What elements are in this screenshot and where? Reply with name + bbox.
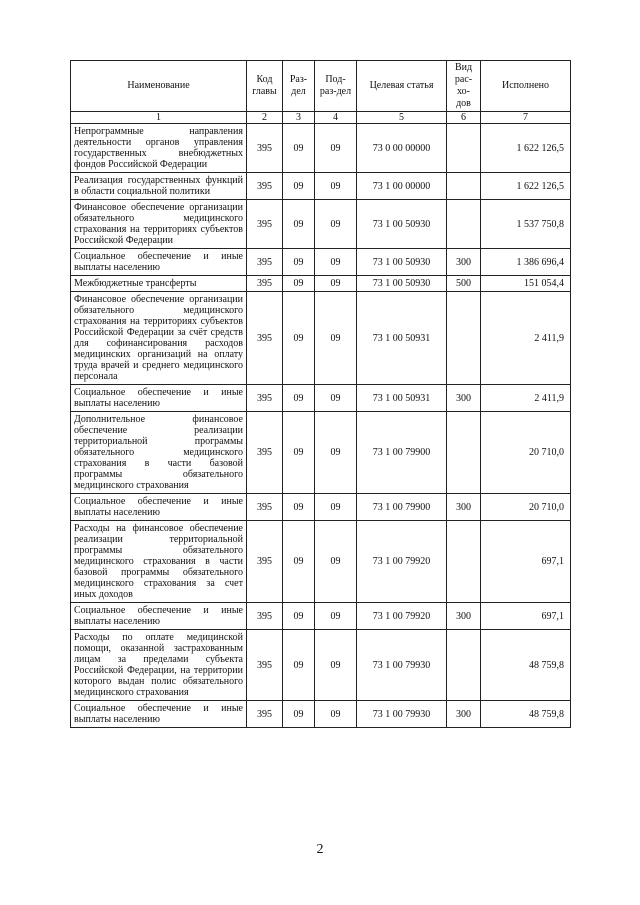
row-section: 09 — [283, 249, 315, 276]
row-value: 48 759,8 — [481, 701, 571, 728]
table-row — [71, 249, 571, 276]
row-name: Финансовое обеспечение организации обязательного медицинского страхования на территориях субъектов Российской Федерации — [71, 200, 247, 249]
row-target: 73 1 00 79920 — [357, 521, 447, 603]
header-target: Целевая статья — [357, 61, 447, 112]
table-row — [71, 292, 571, 385]
row-value: 1 386 696,4 — [481, 249, 571, 276]
row-code: 395 — [247, 200, 283, 249]
row-expense-type: 300 — [447, 385, 481, 412]
row-code: 395 — [247, 173, 283, 200]
row-name: Расходы на финансовое обеспечение реализации территориальной программы обязательного медицинского страхования в части базовой программы обязательного медицинского страхования за счет иных доходов — [71, 521, 247, 603]
column-number: 5 — [357, 112, 447, 124]
row-section: 09 — [283, 173, 315, 200]
row-name: Финансовое обеспечение организации обязательного медицинского страхования на территориях субъектов Российской Федерации за счёт средств для софинансирования расходов медицинских организаций на оплату труда врачей и среднего медицинского персонала — [71, 292, 247, 385]
row-code: 395 — [247, 249, 283, 276]
row-name: Непрограммные направления деятельности органов управления государственных внебюджетных фондов Российской Федерации — [71, 124, 247, 173]
table-body — [71, 124, 571, 728]
row-value: 1 622 126,5 — [481, 173, 571, 200]
row-name: Социальное обеспечение и иные выплаты населению — [71, 494, 247, 521]
row-code: 395 — [247, 276, 283, 292]
table-row — [71, 124, 571, 173]
budget-table-container — [70, 60, 570, 728]
header-type: Вид рас-хо-дов — [447, 61, 481, 112]
row-target: 73 1 00 79920 — [357, 603, 447, 630]
row-code: 395 — [247, 603, 283, 630]
header-code: Код главы — [247, 61, 283, 112]
row-target: 73 1 00 50930 — [357, 249, 447, 276]
row-section: 09 — [283, 200, 315, 249]
row-name: Расходы по оплате медицинской помощи, оказанной застрахованным лицам за пределами субъекта Российской Федерации, на территории которого выдан полис обязательного медицинского страхования — [71, 630, 247, 701]
column-number: 4 — [315, 112, 357, 124]
row-section: 09 — [283, 603, 315, 630]
table-row — [71, 630, 571, 701]
row-expense-type: 300 — [447, 249, 481, 276]
table-row — [71, 521, 571, 603]
row-value: 2 411,9 — [481, 385, 571, 412]
header-subsection: Под-раз-дел — [315, 61, 357, 112]
row-name: Социальное обеспечение и иные выплаты населению — [71, 385, 247, 412]
row-expense-type: 300 — [447, 603, 481, 630]
row-subsection: 09 — [315, 276, 357, 292]
row-subsection: 09 — [315, 630, 357, 701]
row-expense-type: 300 — [447, 701, 481, 728]
row-target: 73 1 00 50931 — [357, 292, 447, 385]
header-value: Исполнено — [481, 61, 571, 112]
row-value: 151 054,4 — [481, 276, 571, 292]
row-name: Дополнительное финансовое обеспечение реализации территориальной программы обязательного медицинского страхования в части базовой программы обязательного медицинского страхования — [71, 412, 247, 494]
row-subsection: 09 — [315, 412, 357, 494]
table-row — [71, 603, 571, 630]
row-value: 20 710,0 — [481, 494, 571, 521]
row-name: Межбюджетные трансферты — [71, 276, 247, 292]
header-name: Наименование — [71, 61, 247, 112]
row-section: 09 — [283, 701, 315, 728]
row-expense-type: 300 — [447, 494, 481, 521]
column-number: 1 — [71, 112, 247, 124]
row-target: 73 1 00 50931 — [357, 385, 447, 412]
column-number: 2 — [247, 112, 283, 124]
row-subsection: 09 — [315, 200, 357, 249]
row-code: 395 — [247, 521, 283, 603]
row-value: 2 411,9 — [481, 292, 571, 385]
row-value: 20 710,0 — [481, 412, 571, 494]
table-row — [71, 276, 571, 292]
row-value: 1 622 126,5 — [481, 124, 571, 173]
row-code: 395 — [247, 385, 283, 412]
row-subsection: 09 — [315, 124, 357, 173]
row-code: 395 — [247, 412, 283, 494]
row-target: 73 1 00 50930 — [357, 200, 447, 249]
row-section: 09 — [283, 276, 315, 292]
column-number: 3 — [283, 112, 315, 124]
row-name: Социальное обеспечение и иные выплаты населению — [71, 603, 247, 630]
row-expense-type: 500 — [447, 276, 481, 292]
row-target: 73 1 00 79930 — [357, 701, 447, 728]
row-value: 1 537 750,8 — [481, 200, 571, 249]
row-code: 395 — [247, 630, 283, 701]
row-value: 48 759,8 — [481, 630, 571, 701]
table-header-row — [71, 61, 571, 112]
budget-table — [70, 60, 571, 728]
row-section: 09 — [283, 630, 315, 701]
row-subsection: 09 — [315, 701, 357, 728]
column-number-row — [71, 112, 571, 124]
row-code: 395 — [247, 494, 283, 521]
header-section: Раз-дел — [283, 61, 315, 112]
row-value: 697,1 — [481, 521, 571, 603]
row-section: 09 — [283, 521, 315, 603]
row-expense-type — [447, 173, 481, 200]
row-value: 697,1 — [481, 603, 571, 630]
row-code: 395 — [247, 701, 283, 728]
row-subsection: 09 — [315, 494, 357, 521]
column-number: 6 — [447, 112, 481, 124]
row-expense-type — [447, 521, 481, 603]
row-code: 395 — [247, 124, 283, 173]
page-number: 2 — [316, 842, 324, 857]
row-subsection: 09 — [315, 292, 357, 385]
row-target: 73 1 00 50930 — [357, 276, 447, 292]
row-name: Социальное обеспечение и иные выплаты населению — [71, 249, 247, 276]
row-expense-type — [447, 200, 481, 249]
row-target: 73 1 00 79900 — [357, 412, 447, 494]
table-row — [71, 494, 571, 521]
row-target: 73 1 00 00000 — [357, 173, 447, 200]
table-row — [71, 412, 571, 494]
row-subsection: 09 — [315, 173, 357, 200]
row-expense-type — [447, 124, 481, 173]
row-section: 09 — [283, 494, 315, 521]
row-section: 09 — [283, 412, 315, 494]
row-section: 09 — [283, 292, 315, 385]
row-subsection: 09 — [315, 521, 357, 603]
row-section: 09 — [283, 385, 315, 412]
row-target: 73 1 00 79900 — [357, 494, 447, 521]
column-number: 7 — [481, 112, 571, 124]
row-target: 73 1 00 79930 — [357, 630, 447, 701]
row-section: 09 — [283, 124, 315, 173]
row-target: 73 0 00 00000 — [357, 124, 447, 173]
row-subsection: 09 — [315, 249, 357, 276]
row-expense-type — [447, 630, 481, 701]
table-row — [71, 200, 571, 249]
row-name: Социальное обеспечение и иные выплаты населению — [71, 701, 247, 728]
row-code: 395 — [247, 292, 283, 385]
row-subsection: 09 — [315, 603, 357, 630]
row-expense-type — [447, 412, 481, 494]
row-name: Реализация государственных функций в области социальной политики — [71, 173, 247, 200]
table-row — [71, 385, 571, 412]
table-row — [71, 173, 571, 200]
row-subsection: 09 — [315, 385, 357, 412]
row-expense-type — [447, 292, 481, 385]
table-row — [71, 701, 571, 728]
